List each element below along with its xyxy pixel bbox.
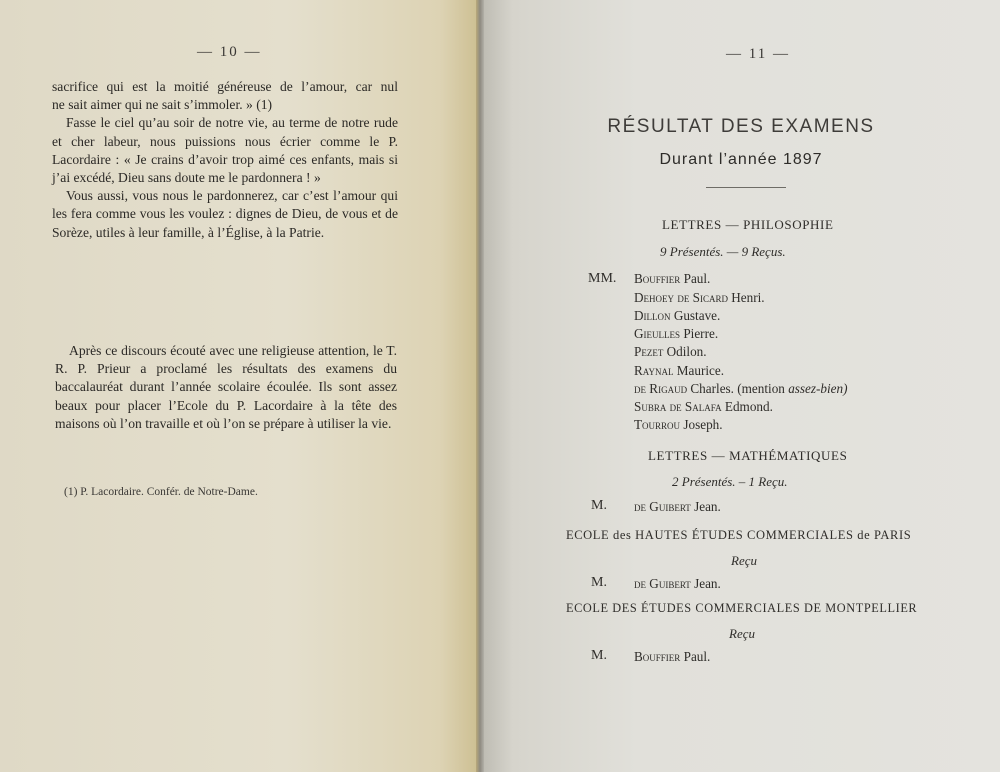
given-name: Maurice.	[676, 363, 724, 378]
given-name: Edmond.	[724, 399, 773, 414]
section-subheading: 2 Présentés. – 1 Reçu.	[672, 474, 788, 489]
surname: de Guibert	[634, 499, 691, 514]
list-item	[634, 576, 721, 592]
name-prefix: MM.	[588, 271, 617, 286]
surname: Subra de Salafa	[634, 399, 722, 414]
given-name: Odilon.	[666, 344, 707, 359]
right-page-number: — 11 —	[726, 46, 790, 62]
results-title: RÉSULTAT DES EXAMENS	[607, 116, 875, 137]
surname: Bouffier	[634, 271, 681, 286]
footnote: (1) P. Lacordaire. Confér. de Notre-Dame.	[64, 486, 258, 498]
name-prefix: M.	[591, 575, 607, 590]
list-item	[634, 417, 723, 433]
paragraph: Vous aussi, vous nous le pardonnerez, car c’est l’amour qui les fera comme vous les voulez : dignes de Dieu, de vous et de Sorèze, utiles à leur famille, à l’Église, à la Patrie.	[52, 188, 398, 240]
surname: Dillon	[634, 308, 671, 323]
given-name: Henri.	[731, 290, 765, 305]
results-subtitle: Durant l’année 1897	[659, 151, 823, 168]
list-item	[634, 326, 718, 342]
list-item	[634, 271, 710, 287]
left-page-number: — 10 —	[197, 44, 262, 60]
section-subheading: Reçu	[729, 626, 755, 641]
surname: Pezet	[634, 344, 664, 359]
given-name: Joseph.	[683, 417, 723, 432]
given-name: Charles. (mention	[690, 381, 785, 396]
surname: Gieulles	[634, 326, 681, 341]
given-name: Pierre.	[683, 326, 719, 341]
section-subheading: Reçu	[731, 553, 757, 568]
paragraph-line: sacrifice qui est la moitié généreuse de l’amour, car nul	[52, 79, 398, 94]
list-item	[634, 363, 724, 379]
list-item	[634, 399, 773, 415]
list-item	[634, 290, 765, 306]
given-name: Paul.	[683, 271, 711, 286]
surname: Raynal	[634, 363, 674, 378]
paragraph-line: ne sait aimer qui ne sait s’immoler. » (1)	[52, 97, 273, 113]
list-item	[634, 344, 707, 360]
mention-note: assez-bien)	[788, 381, 848, 396]
surname: de Rigaud	[634, 381, 688, 396]
left-body-text	[52, 78, 398, 242]
given-name: Jean.	[694, 499, 721, 514]
paragraph: Après ce discours écouté avec une religieuse attention, le T. R. P. Prieur a proclamé les résultats des examens du baccalauréat durant l’année scolaire écoulée. Ils sont assez beaux pour placer l’Ecole du P. Lacordaire à la tête des maisons où l’on travaille et où l’on se prépare à utiliser la vie.	[55, 343, 397, 431]
section-heading: ECOLE DES ÉTUDES COMMERCIALES DE MONTPELLIER	[566, 601, 918, 615]
surname: de Guibert	[634, 576, 691, 591]
given-name: Gustave.	[673, 308, 721, 323]
section-subheading: 9 Présentés. — 9 Reçus.	[660, 244, 786, 259]
list-item	[634, 381, 848, 397]
name-prefix: M.	[591, 498, 607, 513]
surname: Tourrou	[634, 417, 681, 432]
paragraph: Fasse le ciel qu’au soir de notre vie, au terme de notre rude et cher labeur, nous puissions nous écrier comme le P. Lacordaire : « Je crains d’avoir trop aimé ces enfants, mais si j’ai excédé, Dieu sans doute me le pardonnera ! »	[52, 115, 398, 186]
list-item	[634, 649, 710, 665]
surname: Dehoey de Sicard	[634, 290, 728, 305]
section-heading: LETTRES — PHILOSOPHIE	[662, 217, 834, 232]
section-heading: ECOLE des HAUTES ÉTUDES COMMERCIALES de PARIS	[566, 528, 912, 542]
name-prefix: M.	[591, 648, 607, 663]
given-name: Jean.	[694, 576, 721, 591]
section-heading: LETTRES — MATHÉMATIQUES	[648, 448, 848, 463]
divider-rule	[706, 187, 786, 188]
list-item	[634, 499, 721, 515]
list-item	[634, 308, 720, 324]
surname: Bouffier	[634, 649, 681, 664]
given-name: Paul.	[683, 649, 711, 664]
